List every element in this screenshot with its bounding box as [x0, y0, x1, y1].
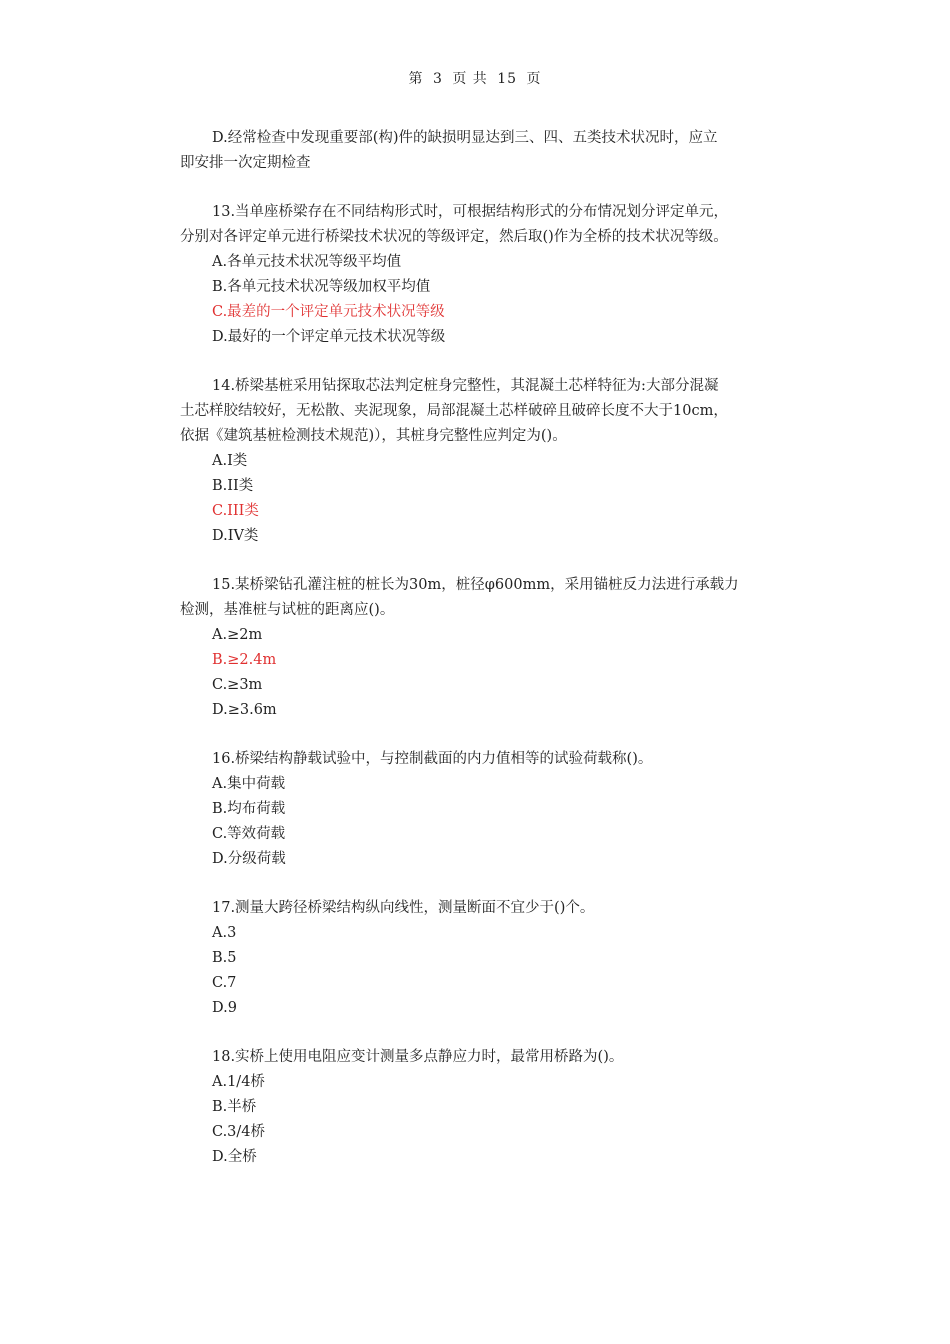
- question-block: [180, 747, 805, 872]
- question-block: [180, 374, 805, 549]
- answer-option: A.I类: [212, 453, 248, 469]
- answer-option: C.≥3m: [212, 677, 263, 693]
- answer-option: B.均布荷载: [212, 801, 286, 817]
- question-stem-line: 18.实桥上使用电阻应变计测量多点静应力时，最常用桥路为()。: [212, 1049, 624, 1065]
- question-block: [180, 200, 805, 350]
- question-block: [180, 573, 805, 723]
- question-block: [180, 896, 805, 1021]
- answer-option: D.最好的一个评定单元技术状况等级: [212, 329, 446, 345]
- question-stem-line: 依据《建筑基桩检测技术规范)），其桩身完整性应判定为()。: [180, 428, 567, 444]
- document-body: [180, 126, 805, 1170]
- answer-option: D.9: [212, 1000, 237, 1016]
- question-stem-line: 16.桥梁结构静载试验中，与控制截面的内力值相等的试验荷载称()。: [212, 751, 653, 767]
- question-stem-line: 14.桥梁基桩采用钻探取芯法判定桩身完整性，其混凝土芯样特征为:大部分混凝: [212, 378, 719, 394]
- question-stem-line: 检测，基准桩与试桩的距离应()。: [180, 602, 395, 618]
- answer-option: C.7: [212, 975, 237, 991]
- answer-option: A.≥2m: [212, 627, 263, 643]
- correct-answer-option: C.III类: [212, 503, 259, 519]
- answer-option: D.全桥: [212, 1149, 257, 1165]
- header-suffix: 页: [526, 71, 542, 87]
- total-pages-number: 15: [497, 71, 518, 87]
- question-stem-line: 13.当单座桥梁存在不同结构形式时，可根据结构形式的分布情况划分评定单元，: [212, 204, 729, 220]
- question-stem-line: 土芯样胶结较好，无松散、夹泥现象，局部混凝土芯样破碎且破碎长度不大于10cm，: [180, 403, 728, 419]
- question-spacer: [180, 872, 805, 896]
- correct-answer-option: B.≥2.4m: [212, 652, 277, 668]
- answer-option: D.分级荷载: [212, 851, 286, 867]
- answer-option: B.各单元技术状况等级加权平均值: [212, 279, 431, 295]
- header-prefix: 第: [408, 71, 424, 87]
- answer-option: A.3: [212, 925, 237, 941]
- answer-option: C.3/4桥: [212, 1124, 266, 1140]
- page-header: [0, 68, 950, 88]
- question-spacer: [180, 350, 805, 374]
- answer-option: D.IV类: [212, 528, 259, 544]
- answer-option: C.等效荷载: [212, 826, 286, 842]
- question-spacer: [180, 549, 805, 573]
- answer-option: B.II类: [212, 478, 254, 494]
- answer-option: A.集中荷载: [212, 776, 286, 792]
- previous-option-d-line-2: 即安排一次定期检查: [180, 155, 311, 171]
- question-spacer: [180, 176, 805, 200]
- question-spacer: [180, 1021, 805, 1045]
- question-list: [180, 176, 805, 1170]
- answer-option: A.各单元技术状况等级平均值: [212, 254, 402, 270]
- current-page-number: 3: [432, 71, 443, 87]
- question-stem-line: 15.某桥梁钻孔灌注桩的桩长为30m，桩径φ600mm，采用锚桩反力法进行承载力: [212, 577, 739, 593]
- question-spacer: [180, 723, 805, 747]
- question-stem-line: 17.测量大跨径桥梁结构纵向线性，测量断面不宜少于()个。: [212, 900, 595, 916]
- question-block: [180, 1045, 805, 1170]
- previous-option-d-line-1: D.经常检查中发现重要部(构)件的缺损明显达到三、四、五类技术状况时，应立: [212, 130, 718, 146]
- question-stem-line: 分别对各评定单元进行桥梁技术状况的等级评定，然后取()作为全桥的技术状况等级。: [180, 229, 728, 245]
- answer-option: B.5: [212, 950, 237, 966]
- answer-option: D.≥3.6m: [212, 702, 277, 718]
- answer-option: A.1/4桥: [212, 1074, 265, 1090]
- header-middle: 页 共: [452, 71, 488, 87]
- answer-option: B.半桥: [212, 1099, 257, 1115]
- correct-answer-option: C.最差的一个评定单元技术状况等级: [212, 304, 445, 320]
